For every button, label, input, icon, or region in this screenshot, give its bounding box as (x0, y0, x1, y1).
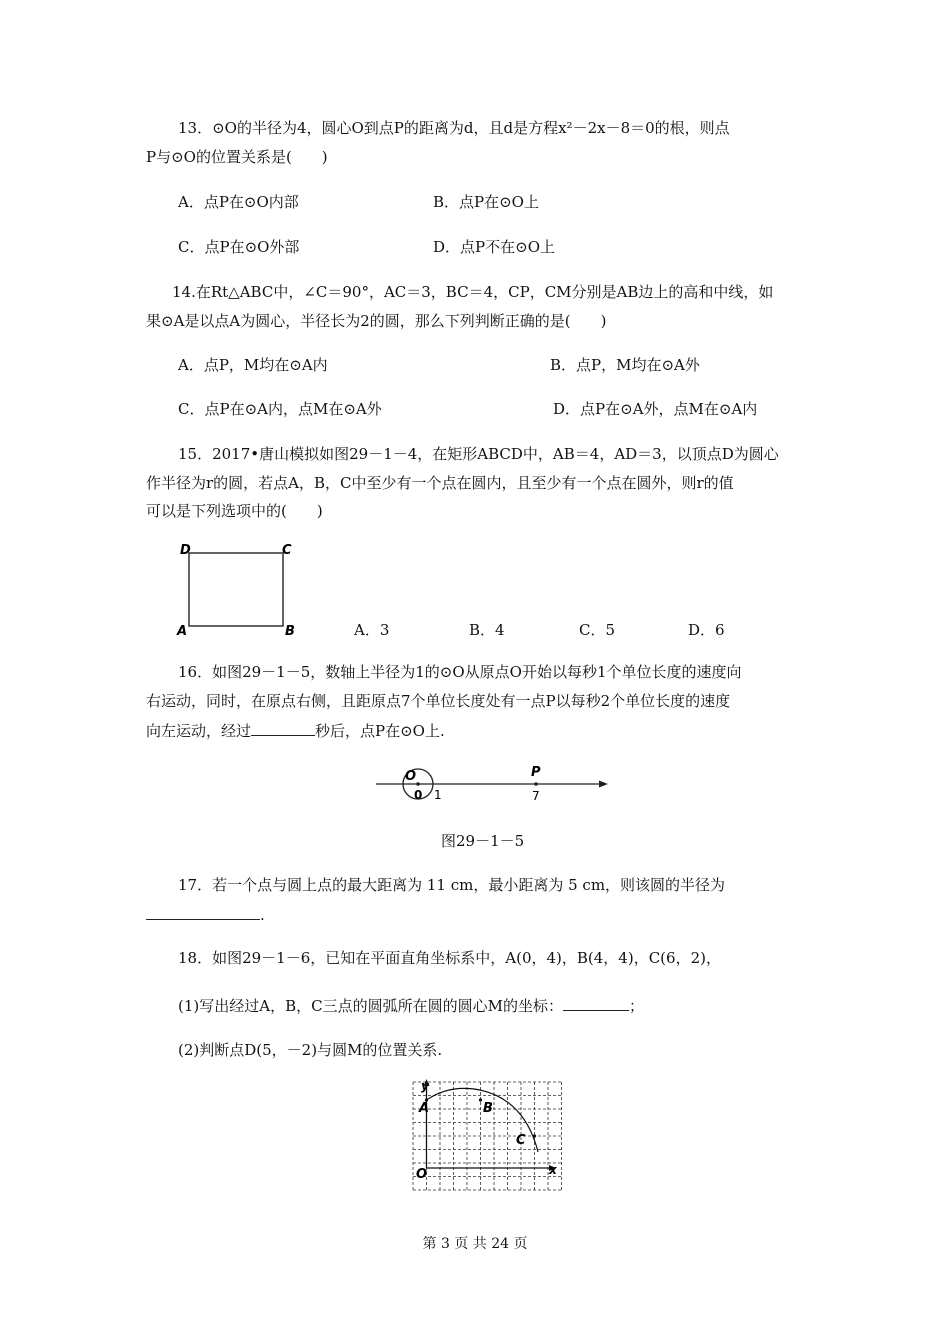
q14-line1: 14.在Rt△ABC中，∠C＝90°，AC＝3，BC＝4，CP，CM分别是AB边上的高和中线，如 (172, 283, 774, 301)
label-c: C (516, 1133, 526, 1148)
q14-option-b: B．点P，M均在⊙A外 (550, 356, 700, 374)
q16-answer-blank (251, 719, 315, 736)
q16-figure-caption: 图29－1－5 (441, 832, 525, 850)
q14-option-d: D．点P在⊙A外，点M在⊙A内 (553, 400, 758, 418)
label-a: A (419, 1101, 430, 1116)
coordinate-grid-figure (410, 1076, 572, 1198)
q15-option-c: C．5 (579, 621, 616, 639)
label-c: C (282, 543, 292, 558)
q13-option-b: B．点P在⊙O上 (433, 193, 539, 211)
origin-point (416, 782, 420, 786)
q13-option-c: C．点P在⊙O外部 (178, 238, 300, 256)
q17-line1: 17．若一个点与圆上点的最大距离为 11 cm，最小距离为 5 cm，则该圆的半径为 (178, 876, 726, 894)
page-footer: 第 3 页 共 24 页 (422, 1236, 528, 1252)
q18-part1-text: (1)写出经过A，B，C三点的圆弧所在圆的圆心M的坐标： (178, 997, 563, 1015)
label-p: P (531, 765, 541, 780)
q15-line1: 15．2017•唐山模拟如图29－1－4，在矩形ABCD中，AB＝4，AD＝3，以顶点D为圆心 (178, 445, 779, 463)
point-b (479, 1098, 482, 1101)
label-a: A (177, 624, 188, 639)
q18-answer-blank (563, 994, 629, 1011)
q15-option-a: A．3 (354, 621, 390, 639)
label-y: y (421, 1079, 429, 1093)
grid-lines (413, 1082, 563, 1190)
q14-option-a: A．点P，M均在⊙A内 (178, 356, 328, 374)
point-c (533, 1134, 536, 1137)
q15-line2: 作半径为r的圆，若点A，B，C中至少有一个点在圆内，且至少有一个点在圆外，则r的值 (146, 474, 734, 492)
axis-arrow-icon (599, 781, 608, 788)
label-one: 1 (434, 788, 442, 802)
label-seven: 7 (532, 789, 540, 803)
q16-line1: 16．如图29－1－5，数轴上半径为1的⊙O从原点O开始以每秒1个单位长度的速度向 (178, 663, 742, 681)
q18-part1-end: ； (628, 997, 644, 1015)
q13-line2: P与⊙O的位置关系是( ) (146, 148, 328, 166)
point-p (534, 782, 538, 786)
label-b: B (285, 624, 295, 639)
rectangle-abcd (189, 553, 283, 626)
label-o: O (405, 769, 417, 784)
q18-part2: (2)判断点D(5，－2)与圆M的位置关系. (178, 1041, 443, 1059)
label-x: x (549, 1163, 557, 1177)
q18-line1: 18．如图29－1－6，已知在平面直角坐标系中，A(0，4)，B(4，4)，C(6，2)， (178, 949, 721, 967)
q15-line3: 可以是下列选项中的( ) (146, 502, 323, 520)
q16-line3 (146, 719, 445, 742)
q17-line2-end: . (260, 906, 265, 924)
number-line-figure (372, 762, 614, 804)
q13-line1: 13．⊙O的半径为4，圆心O到点P的距离为d，且d是方程x²－2x－8＝0的根，则点 (178, 119, 730, 137)
q16-line3-end: 秒后，点P在⊙O上. (315, 722, 445, 740)
q15-option-b: B．4 (469, 621, 505, 639)
q14-option-c: C．点P在⊙A内，点M在⊙A外 (178, 400, 382, 418)
q13-option-d: D．点P不在⊙O上 (433, 238, 555, 256)
q16-line3-start: 向左运动，经过 (146, 722, 252, 740)
q18-part1 (178, 994, 644, 1017)
q14-line2: 果⊙A是以点A为圆心，半径长为2的圆，那么下列判断正确的是( ) (146, 312, 607, 330)
label-b: B (483, 1101, 493, 1116)
label-d: D (180, 543, 191, 558)
rectangle-figure (174, 538, 304, 642)
q16-line2: 右运动，同时，在原点右侧，且距原点7个单位长度处有一点P以每秒2个单位长度的速度 (146, 692, 731, 710)
q15-option-d: D．6 (688, 621, 725, 639)
q13-option-a: A．点P在⊙O内部 (178, 193, 299, 211)
q17-answer-blank (146, 903, 260, 920)
label-zero: 0 (414, 788, 423, 802)
label-o: O (416, 1167, 428, 1182)
q17-line2 (146, 903, 265, 926)
